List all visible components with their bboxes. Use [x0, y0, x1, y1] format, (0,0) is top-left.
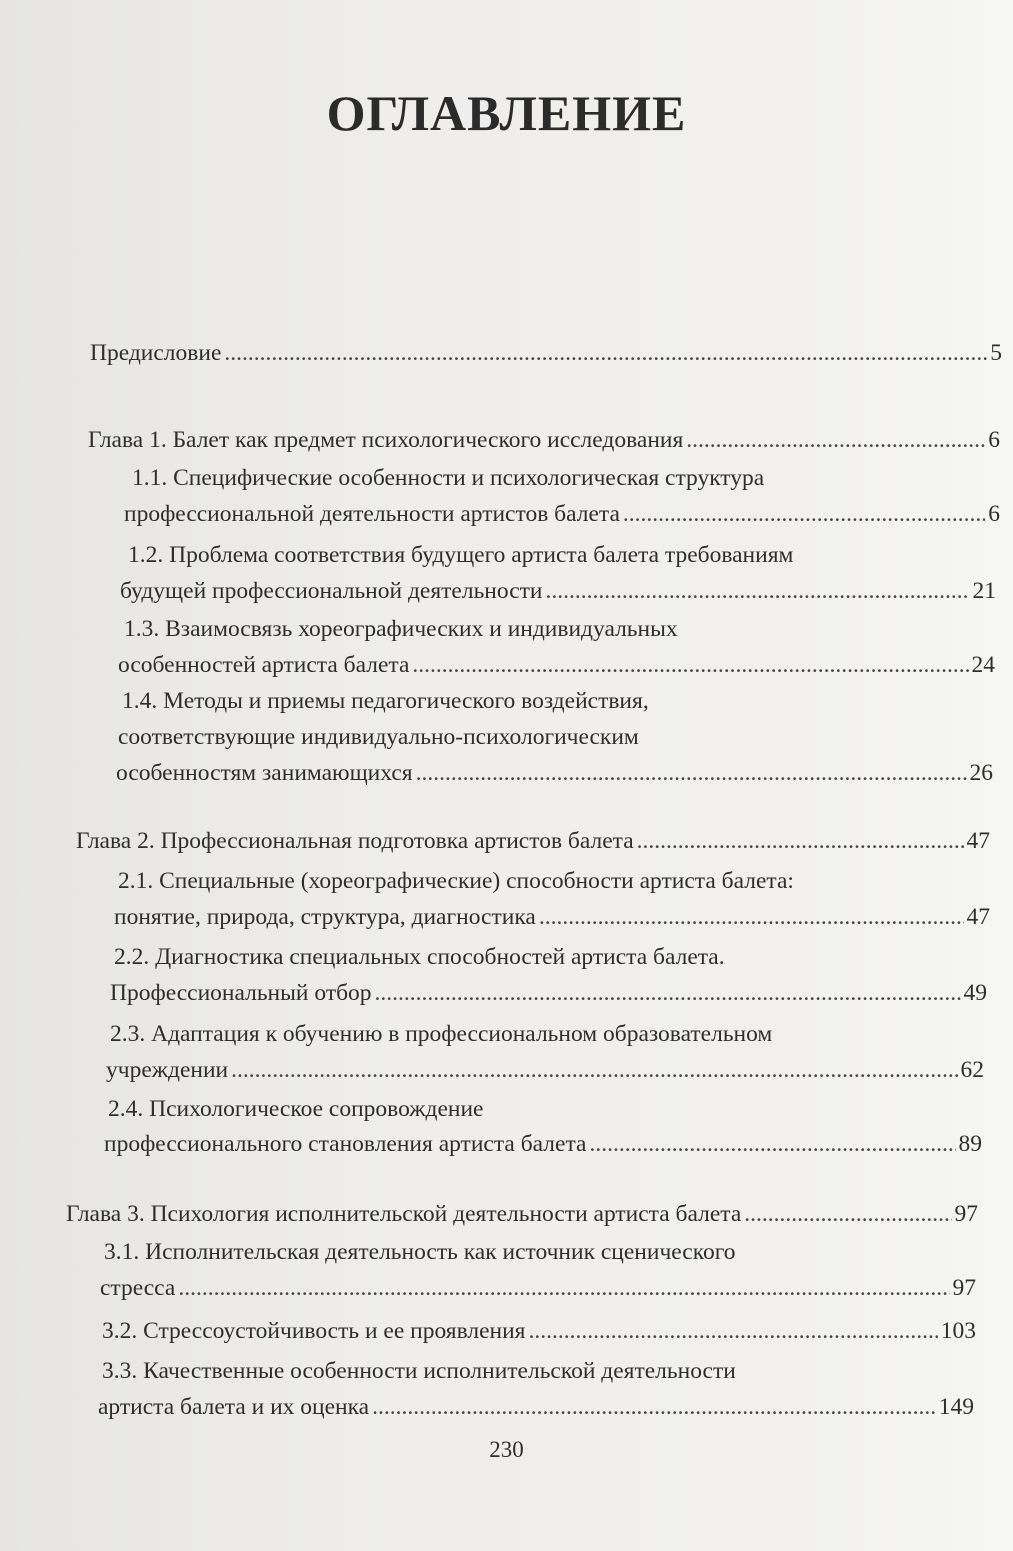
toc-entry-1-2-line-1: 1.2. Проблема соответствия будущего артиста балета требованиям: [128, 542, 794, 568]
toc-entry-1-2: [120, 576, 996, 606]
toc-entry-1-1: [124, 499, 1000, 529]
toc-entry-page: 47: [966, 904, 990, 930]
toc-entry-title: особенностей артиста балета: [118, 652, 410, 678]
toc-entry-title: понятие, природа, структура, диагностика: [114, 904, 536, 930]
dot-leader: [372, 1392, 936, 1422]
toc-entry-2-3-line-1: 2.3. Адаптация к обучению в профессиональном образовательном: [110, 1021, 773, 1047]
toc-entry-chapter-1: [88, 425, 1000, 455]
toc-entry-page: 49: [963, 980, 987, 1006]
toc-entry-page: 21: [972, 578, 996, 604]
toc-entry-title: артиста балета и их оценка: [98, 1394, 370, 1420]
toc-entry-page: 6: [988, 501, 1000, 527]
toc-entry-page: 47: [966, 828, 990, 854]
toc-entry-page: 24: [971, 652, 995, 678]
toc-entry-title: Предисловие: [90, 340, 222, 366]
toc-entry-title: профессионального становления артиста балета: [104, 1131, 587, 1157]
toc-entry-1-3: [118, 650, 995, 680]
dot-leader: [178, 1273, 949, 1303]
toc-entry-chapter-3: [66, 1199, 978, 1229]
toc-entry-2-2-line-1: 2.2. Диагностика специальных способностей артиста балета.: [114, 944, 725, 970]
toc-entry-page: 97: [954, 1201, 978, 1227]
dot-leader: [231, 1055, 957, 1085]
toc-entry-1-1-line-1: 1.1. Специфические особенности и психологическая структура: [132, 465, 765, 491]
toc-entry-2-1-line-1: 2.1. Специальные (хореографические) способности артиста балета:: [118, 868, 794, 894]
toc-entry-page: 5: [990, 340, 1002, 366]
toc-entry-2-4-line-1: 2.4. Психологическое сопровождение: [108, 1096, 484, 1122]
toc-entry-title: 3.2. Стрессоустойчивость и ее проявления: [102, 1318, 526, 1344]
toc-entry-page: 97: [952, 1275, 976, 1301]
dot-leader: [744, 1199, 951, 1229]
toc-entry-3-2: [102, 1316, 976, 1346]
dot-leader: [637, 826, 964, 856]
toc-entry-title: стресса: [100, 1275, 176, 1301]
toc-entry-page: 103: [940, 1318, 976, 1344]
dot-leader: [528, 1316, 937, 1346]
toc-entry-preface: [90, 338, 1002, 368]
dot-leader: [416, 758, 967, 788]
dot-leader: [589, 1129, 955, 1159]
toc-entry-3-3-line-1: 3.3. Качественные особенности исполнительской деятельности: [102, 1358, 736, 1384]
toc-entry-chapter-2: [76, 826, 990, 856]
dot-leader: [375, 978, 961, 1008]
toc-entry-1-3-line-1: 1.3. Взаимосвязь хореографических и индивидуальных: [124, 616, 678, 642]
toc-entry-page: 149: [938, 1394, 974, 1420]
toc-entry-2-4: [104, 1129, 982, 1159]
dot-leader: [412, 650, 968, 680]
toc-entry-page: 6: [988, 427, 1000, 453]
toc-entry-1-4: [116, 758, 993, 788]
dot-leader: [545, 576, 969, 606]
toc-entry-title: Глава 1. Балет как предмет психологического исследования: [88, 427, 684, 453]
toc-entry-title: Профессиональный отбор: [110, 980, 372, 1006]
toc-entry-title: учреждении: [106, 1057, 229, 1083]
toc-entry-page: 26: [969, 760, 993, 786]
toc-entry-page: 89: [958, 1131, 982, 1157]
dot-leader: [224, 338, 987, 368]
toc-entry-page: 62: [960, 1057, 984, 1083]
toc-entry-title: будущей профессиональной деятельности: [120, 578, 543, 604]
toc-entry-3-1: [100, 1273, 976, 1303]
dot-leader: [623, 499, 985, 529]
toc-entry-title: Глава 3. Психология исполнительской деятельности артиста балета: [66, 1201, 742, 1227]
page-number: 230: [489, 1437, 524, 1462]
toc-entry-1-4-line-1: 1.4. Методы и приемы педагогического воздействия,: [122, 688, 649, 714]
toc-entry-title: особенностям занимающихся: [116, 760, 413, 786]
toc-entry-3-3: [98, 1392, 974, 1422]
toc-entry-1-4-line-2: соответствующие индивидуально-психологическим: [118, 724, 639, 750]
dot-leader: [539, 902, 964, 932]
page-title: ОГЛАВЛЕНИЕ: [326, 85, 687, 141]
toc-entry-2-1: [114, 902, 990, 932]
toc-entry-2-2: [110, 978, 987, 1008]
dot-leader: [686, 425, 985, 455]
toc-entry-3-1-line-1: 3.1. Исполнительская деятельность как источник сценического: [104, 1239, 736, 1265]
toc-entry-title: профессиональной деятельности артистов балета: [124, 501, 620, 527]
toc-entry-title: Глава 2. Профессиональная подготовка артистов балета: [76, 828, 634, 854]
toc-entry-2-3: [106, 1055, 984, 1085]
